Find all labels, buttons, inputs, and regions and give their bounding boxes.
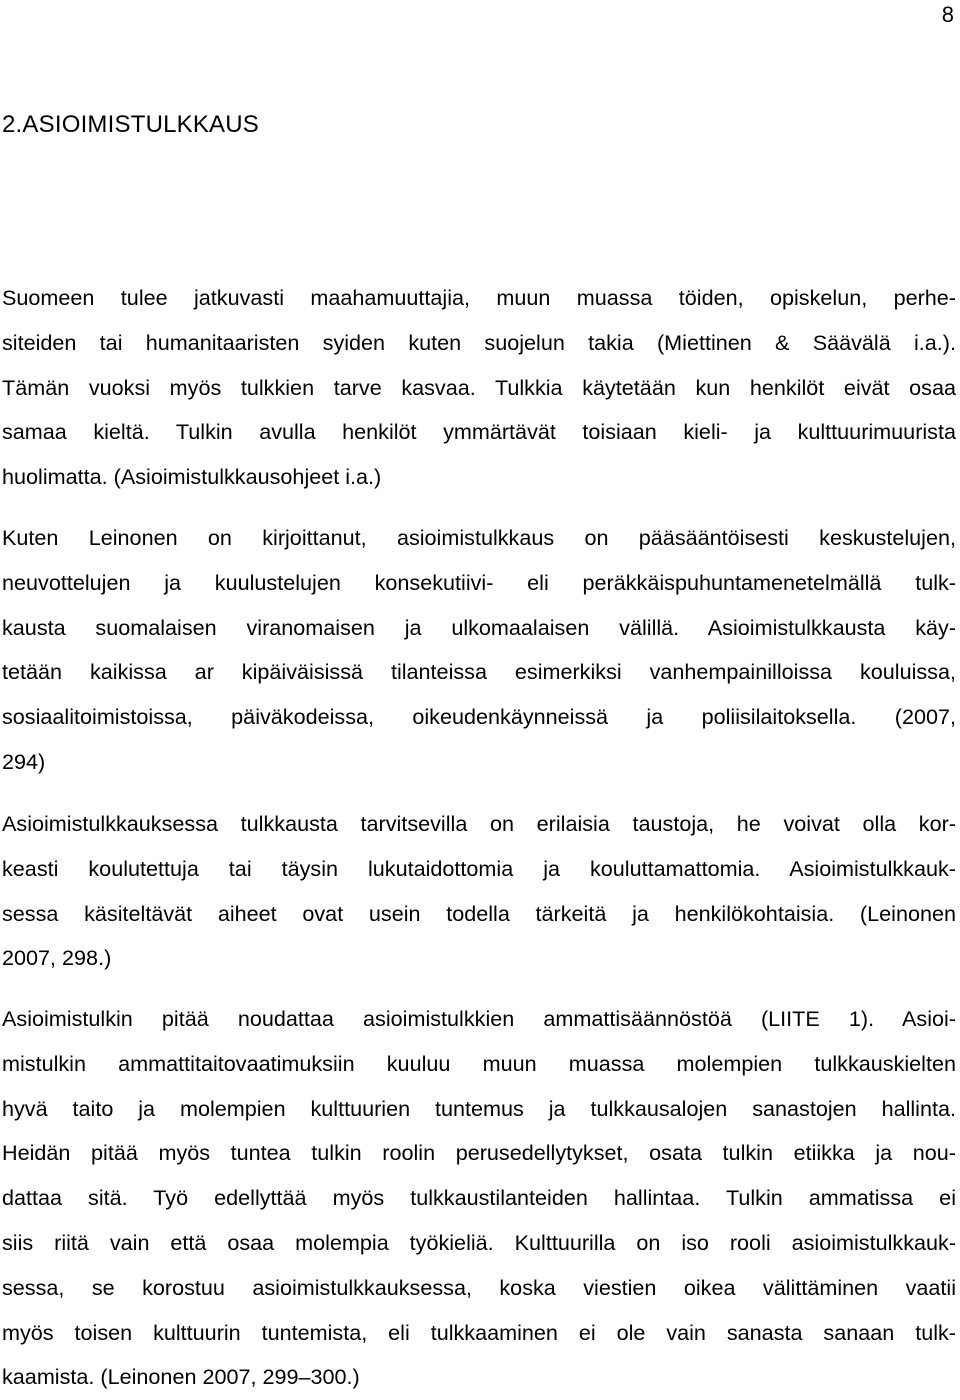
text-line: sessa käsiteltävät aiheet ovat usein todella tärkeitä ja henkilökohtaisia. (Leinonen	[2, 900, 956, 926]
text-line: keasti koulutettuja tai täysin lukutaidottomia ja kouluttamattomia. Asioimistulkkauk-	[2, 855, 956, 881]
text-line: Heidän pitää myös tuntea tulkin roolin perusedellytykset, osata tulkin etiikka ja nou-	[2, 1140, 956, 1166]
paragraph-definition	[2, 516, 956, 785]
text-line: hyvä taito ja molempien kulttuurien tuntemus ja tulkkausalojen sanastojen hallinta.	[2, 1095, 956, 1121]
paragraph-requirements	[2, 997, 956, 1400]
section-heading: 2.ASIOIMISTULKKAUS	[2, 111, 260, 138]
page-number: 8	[941, 2, 954, 27]
text-line: dattaa sitä. Työ edellyttää myös tulkkaustilanteiden hallintaa. Tulkin ammatissa ei	[2, 1185, 956, 1211]
text-line: 2007, 298.)	[2, 945, 112, 971]
text-line: mistulkin ammattitaitovaatimuksiin kuuluu muun muassa molempien tulkkauskielten	[2, 1050, 956, 1076]
text-line: kaamista. (Leinonen 2007, 299–300.)	[2, 1364, 360, 1390]
text-line: Asioimistulkin pitää noudattaa asioimistulkkien ammattisäännöstöä (LIITE 1). Asioi-	[2, 1006, 956, 1031]
text-line: tetään kaikissa ar kipäiväisissä tilanteissa esimerkiksi vanhempainilloissa kouluissa,	[2, 659, 956, 685]
text-line: 294)	[2, 748, 46, 774]
text-line: neuvottelujen ja kuulustelujen konsekutiivi- eli peräkkäispuhuntamenetelmällä tulk-	[2, 569, 956, 595]
text-line: sosiaalitoimistoissa, päiväkodeissa, oikeudenkäynneissä ja poliisilaitoksella. (2007,	[2, 704, 956, 730]
text-line: Asioimistulkkauksessa tulkkausta tarvitsevilla on erilaisia taustoja, he voivat olla kor-	[2, 811, 956, 836]
text-line: Tämän vuoksi myös tulkkien tarve kasvaa. Tulkkia käytetään kun henkilöt eivät osaa	[2, 374, 956, 400]
text-line: myös toisen kulttuurin tuntemista, eli tulkkaaminen ei ole vain sanasta sanaan tulk-	[2, 1319, 956, 1345]
text-line: siis riitä vain että osaa molempia työkieliä. Kulttuurilla on iso rooli asioimistulkkauk-	[2, 1229, 956, 1255]
text-line: samaa kieltä. Tulkin avulla henkilöt ymmärtävät toisiaan kieli- ja kulttuurimuurista	[2, 419, 956, 445]
text-line: kausta suomalaisen viranomaisen ja ulkomaalaisen välillä. Asioimistulkkausta käy-	[2, 614, 956, 640]
text-line: Suomeen tulee jatkuvasti maahamuuttajia, muun muassa töiden, opiskelun, perhe-	[2, 285, 956, 310]
text-line: sessa, se korostuu asioimistulkkauksessa, koska viestien oikea välittäminen vaatii	[2, 1274, 956, 1300]
text-line: Kuten Leinonen on kirjoittanut, asioimistulkkaus on pääsääntöisesti keskustelujen,	[2, 525, 956, 550]
text-line: siteiden tai humanitaaristen syiden kuten suojelun takia (Miettinen & Säävälä i.a.).	[2, 329, 956, 355]
text-line: huolimatta. (Asioimistulkkausohjeet i.a.)	[2, 464, 382, 490]
paragraph-clients	[2, 802, 956, 981]
paragraph-immigration-need	[2, 276, 956, 500]
